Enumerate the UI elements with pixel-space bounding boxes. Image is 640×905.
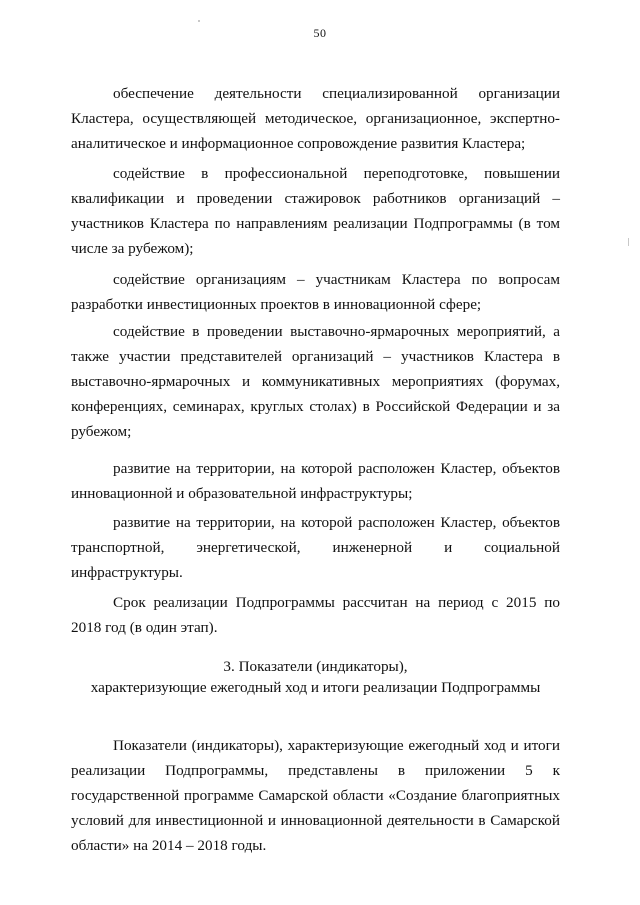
list-item: содействие в профессиональной переподготовке, повышении квалификации и проведении стажировок работников организаций – участников Кластера по направлениям реализации Подпрограммы (в том числе за рубежом); — [71, 165, 560, 257]
page-number: 50 — [313, 26, 327, 40]
section-body-paragraph: Показатели (индикаторы), характеризующие ежегодный ход и итоги реализации Подпрограммы, представлены в приложении 5 к государственной программе Самарской области «Создание благоприятных условий для инвестиционной и инновационной деятельности в Самарской области» на 2014 – 2018 годы. — [71, 737, 560, 854]
list-item: развитие на территории, на которой расположен Кластер, объектов инновационной и образовательной инфраструктуры; — [71, 460, 560, 502]
section-body-block — [71, 733, 560, 858]
section-heading — [71, 656, 560, 698]
list-block — [71, 319, 560, 444]
list-block — [71, 267, 560, 317]
term-paragraph: Срок реализации Подпрограммы рассчитан на период с 2015 по 2018 год (в один этап). — [71, 594, 560, 636]
list-block — [71, 510, 560, 585]
scan-speck — [198, 20, 200, 22]
section-title-line1: 3. Показатели (индикаторы), — [223, 658, 408, 675]
list-block — [71, 81, 560, 156]
list-block — [71, 456, 560, 506]
term-block — [71, 590, 560, 640]
list-item: содействие организациям – участникам Кластера по вопросам разработки инвестиционных проектов в инновационной сфере; — [71, 271, 560, 313]
list-item: развитие на территории, на которой расположен Кластер, объектов транспортной, энергетической, инженерной и социальной инфраструктуры. — [71, 514, 560, 581]
section-title-line2: характеризующие ежегодный ход и итоги реализации Подпрограммы — [90, 679, 541, 696]
list-block — [71, 161, 560, 261]
list-item: содействие в проведении выставочно-ярмарочных мероприятий, а также участии представителей организаций – участников Кластера в выставочно-ярмарочных и коммуникативных мероприятиях (форумах, конференциях, семинарах, круглых столах) в Российской Федерации и за рубежом; — [71, 323, 560, 440]
list-item: обеспечение деятельности специализированной организации Кластера, осуществляющей методическое, организационное, экспертно-аналитическое и информационное сопровождение развития Кластера; — [71, 85, 560, 152]
scan-speck — [628, 238, 629, 246]
